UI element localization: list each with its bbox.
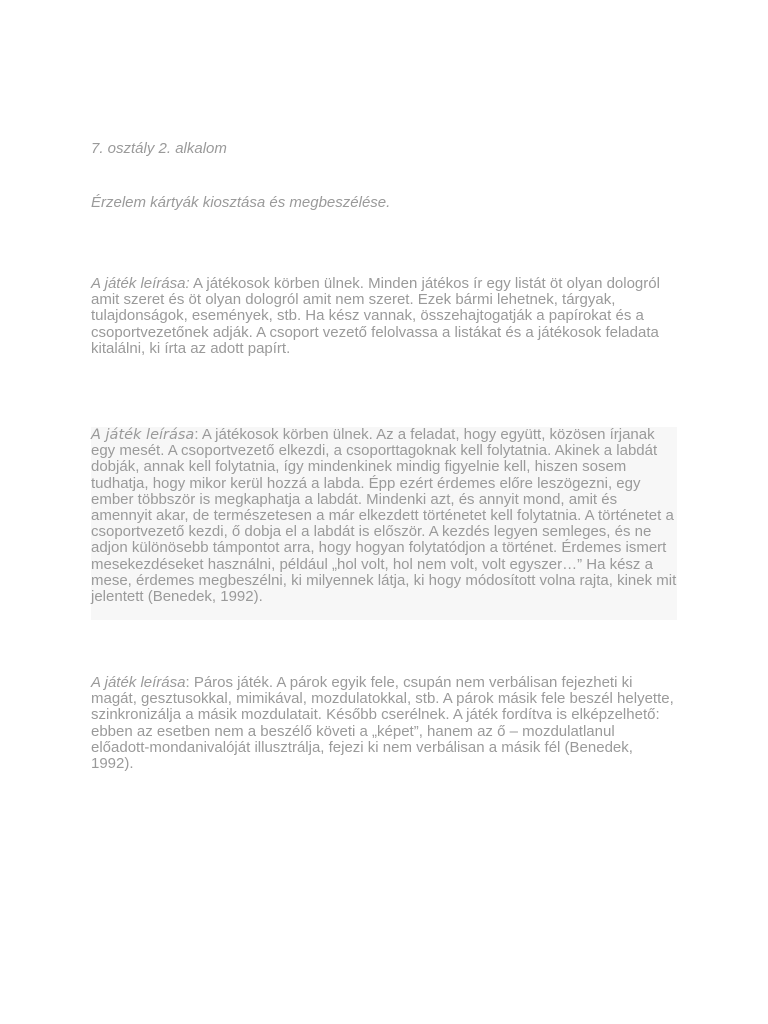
section-body: : A játékosok körben ülnek. Az a feladat, hogy együtt, közösen írjanak egy mesét. A csoportvezető elkezdi, a csoporttagoknak kell folytatnia. Akinek a labdát dobják, annak kell folytatnia, így mindenkinek mindig figyelnie kell, hiszen sosem tudhatja, hogy mikor kerül hozzá a labda. Épp ezért érdemes előre leszögezni, egy ember többször is megkaphatja a labdát. Mindenki azt, és annyit mond, amit és amennyit akar, de természetesen a már elkezdett történetet kell folytatnia. A történetet a csoportvezető kezdi, ő dobja el a labdát is először. A kezdés legyen semleges, és ne adjon különösebb támpontot arra, hogy hogyan folytatódjon a történet. Érdemes ismert mesekezdéseket használni, például „hol volt, hol nem volt, volt egyszer…” Ha kész a mese, érdemes megbeszélni, ki milyennek látja, ki hogy módosított volna rajta, kinek mit jelentett (Benedek, 1992). [91,426,677,606]
section-lead: A játék leírása: [91,275,190,292]
game-description-2 [91,427,677,620]
game-description-1 [91,276,677,357]
document-subtitle: Érzelem kártyák kiosztása és megbeszélése. [91,194,391,211]
game-description-3 [91,675,677,772]
section-lead: A játék leírása [91,427,195,443]
section-body: : Páros játék. A párok egyik fele, csupán nem verbálisan fejezheti ki magát, gesztusokkal, mimikával, mozdulatokkal, stb. A párok másik fele beszél helyette, szinkronizálja a másik mozdulatait. Később cserélnek. A játék fordítva is elképzelhető: ebben az esetben nem a beszélő követi a „képet”, hanem az ő – mozdulatlanul előadott-mondanivalóját illusztrálja, fejezi ki nem verbálisan a másik fél (Benedek, 1992). [91,674,674,773]
document-title: 7. osztály 2. alkalom [91,140,227,157]
section-body: A játékosok körben ülnek. Minden játékos ír egy listát öt olyan dologról amit szeret és öt olyan dologról amit nem szeret. Ezek bármi lehetnek, tárgyak, tulajdonságok, események, stb. Ha kész vannak, összehajtogatják a papírokat és a csoportvezetőnek adják. A csoport vezető felolvassa a listákat és a játékosok feladata kitalálni, ki írta az adott papírt. [91,275,660,357]
section-lead: A játék leírása [91,674,186,691]
